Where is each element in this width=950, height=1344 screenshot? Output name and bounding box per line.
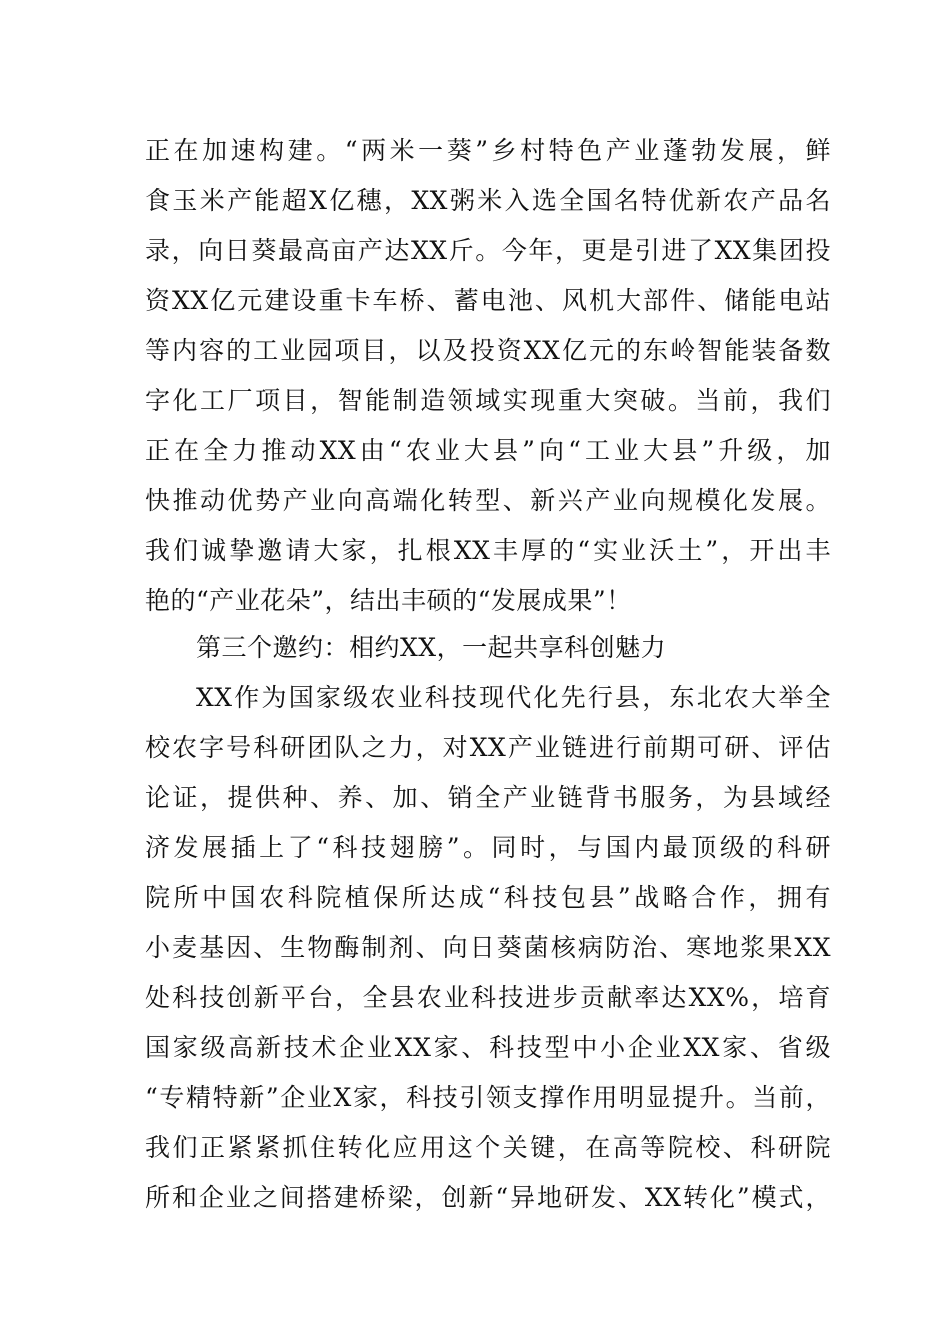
text-line: 正在全力推动XX由“农业大县”向“工业大县”升级，加: [145, 436, 831, 465]
text-line: “专精特新”企业X家，科技引领支撑作用明显提升。当前，: [145, 1083, 831, 1112]
text-line: 等内容的工业园项目，以及投资XX亿元的东岭智能装备数: [145, 336, 831, 365]
text-line: 校农字号科研团队之力，对XX产业链进行前期可研、评估: [145, 733, 831, 762]
text-line: 国家级高新技术企业XX家、科技型中小企业XX家、省级: [145, 1033, 831, 1062]
text-line: 论证，提供种、养、加、销全产业链背书服务，为县域经: [145, 783, 831, 812]
text-line: 我们诚挚邀请大家，扎根XX丰厚的“实业沃土”，开出丰: [145, 536, 831, 565]
text-line: 食玉米产能超X亿穗，XX粥米入选全国名特优新农产品名: [145, 186, 831, 215]
text-line: 艳的“产业花朵”，结出丰硕的“发展成果”！: [145, 586, 632, 615]
text-line: 快推动优势产业向高端化转型、新兴产业向规模化发展。: [145, 486, 831, 515]
text-line: 院所中国农科院植保所达成“科技包县”战略合作，拥有: [145, 883, 831, 912]
text-line: 正在加速构建。“两米一葵”乡村特色产业蓬勃发展，鲜: [145, 136, 831, 165]
text-line: XX作为国家级农业科技现代化先行县，东北农大举全: [196, 683, 831, 712]
section-heading: 第三个邀约：相约XX，一起共享科创魅力: [196, 633, 667, 662]
text-line: 字化工厂项目，智能制造领域实现重大突破。当前，我们: [145, 386, 831, 415]
text-line: 处科技创新平台，全县农业科技进步贡献率达XX%，培育: [145, 983, 831, 1012]
text-line: 所和企业之间搭建桥梁，创新“异地研发、XX转化”模式，: [145, 1183, 831, 1212]
text-line: 资XX亿元建设重卡车桥、蓄电池、风机大部件、储能电站: [145, 286, 831, 315]
text-line: 录，向日葵最高亩产达XX斤。今年，更是引进了XX集团投: [145, 236, 831, 265]
text-line: 我们正紧紧抓住转化应用这个关键，在高等院校、科研院: [145, 1133, 831, 1162]
text-line: 济发展插上了“科技翅膀”。同时，与国内最顶级的科研: [145, 833, 831, 862]
text-line: 小麦基因、生物酶制剂、向日葵菌核病防治、寒地浆果XX: [145, 933, 831, 962]
